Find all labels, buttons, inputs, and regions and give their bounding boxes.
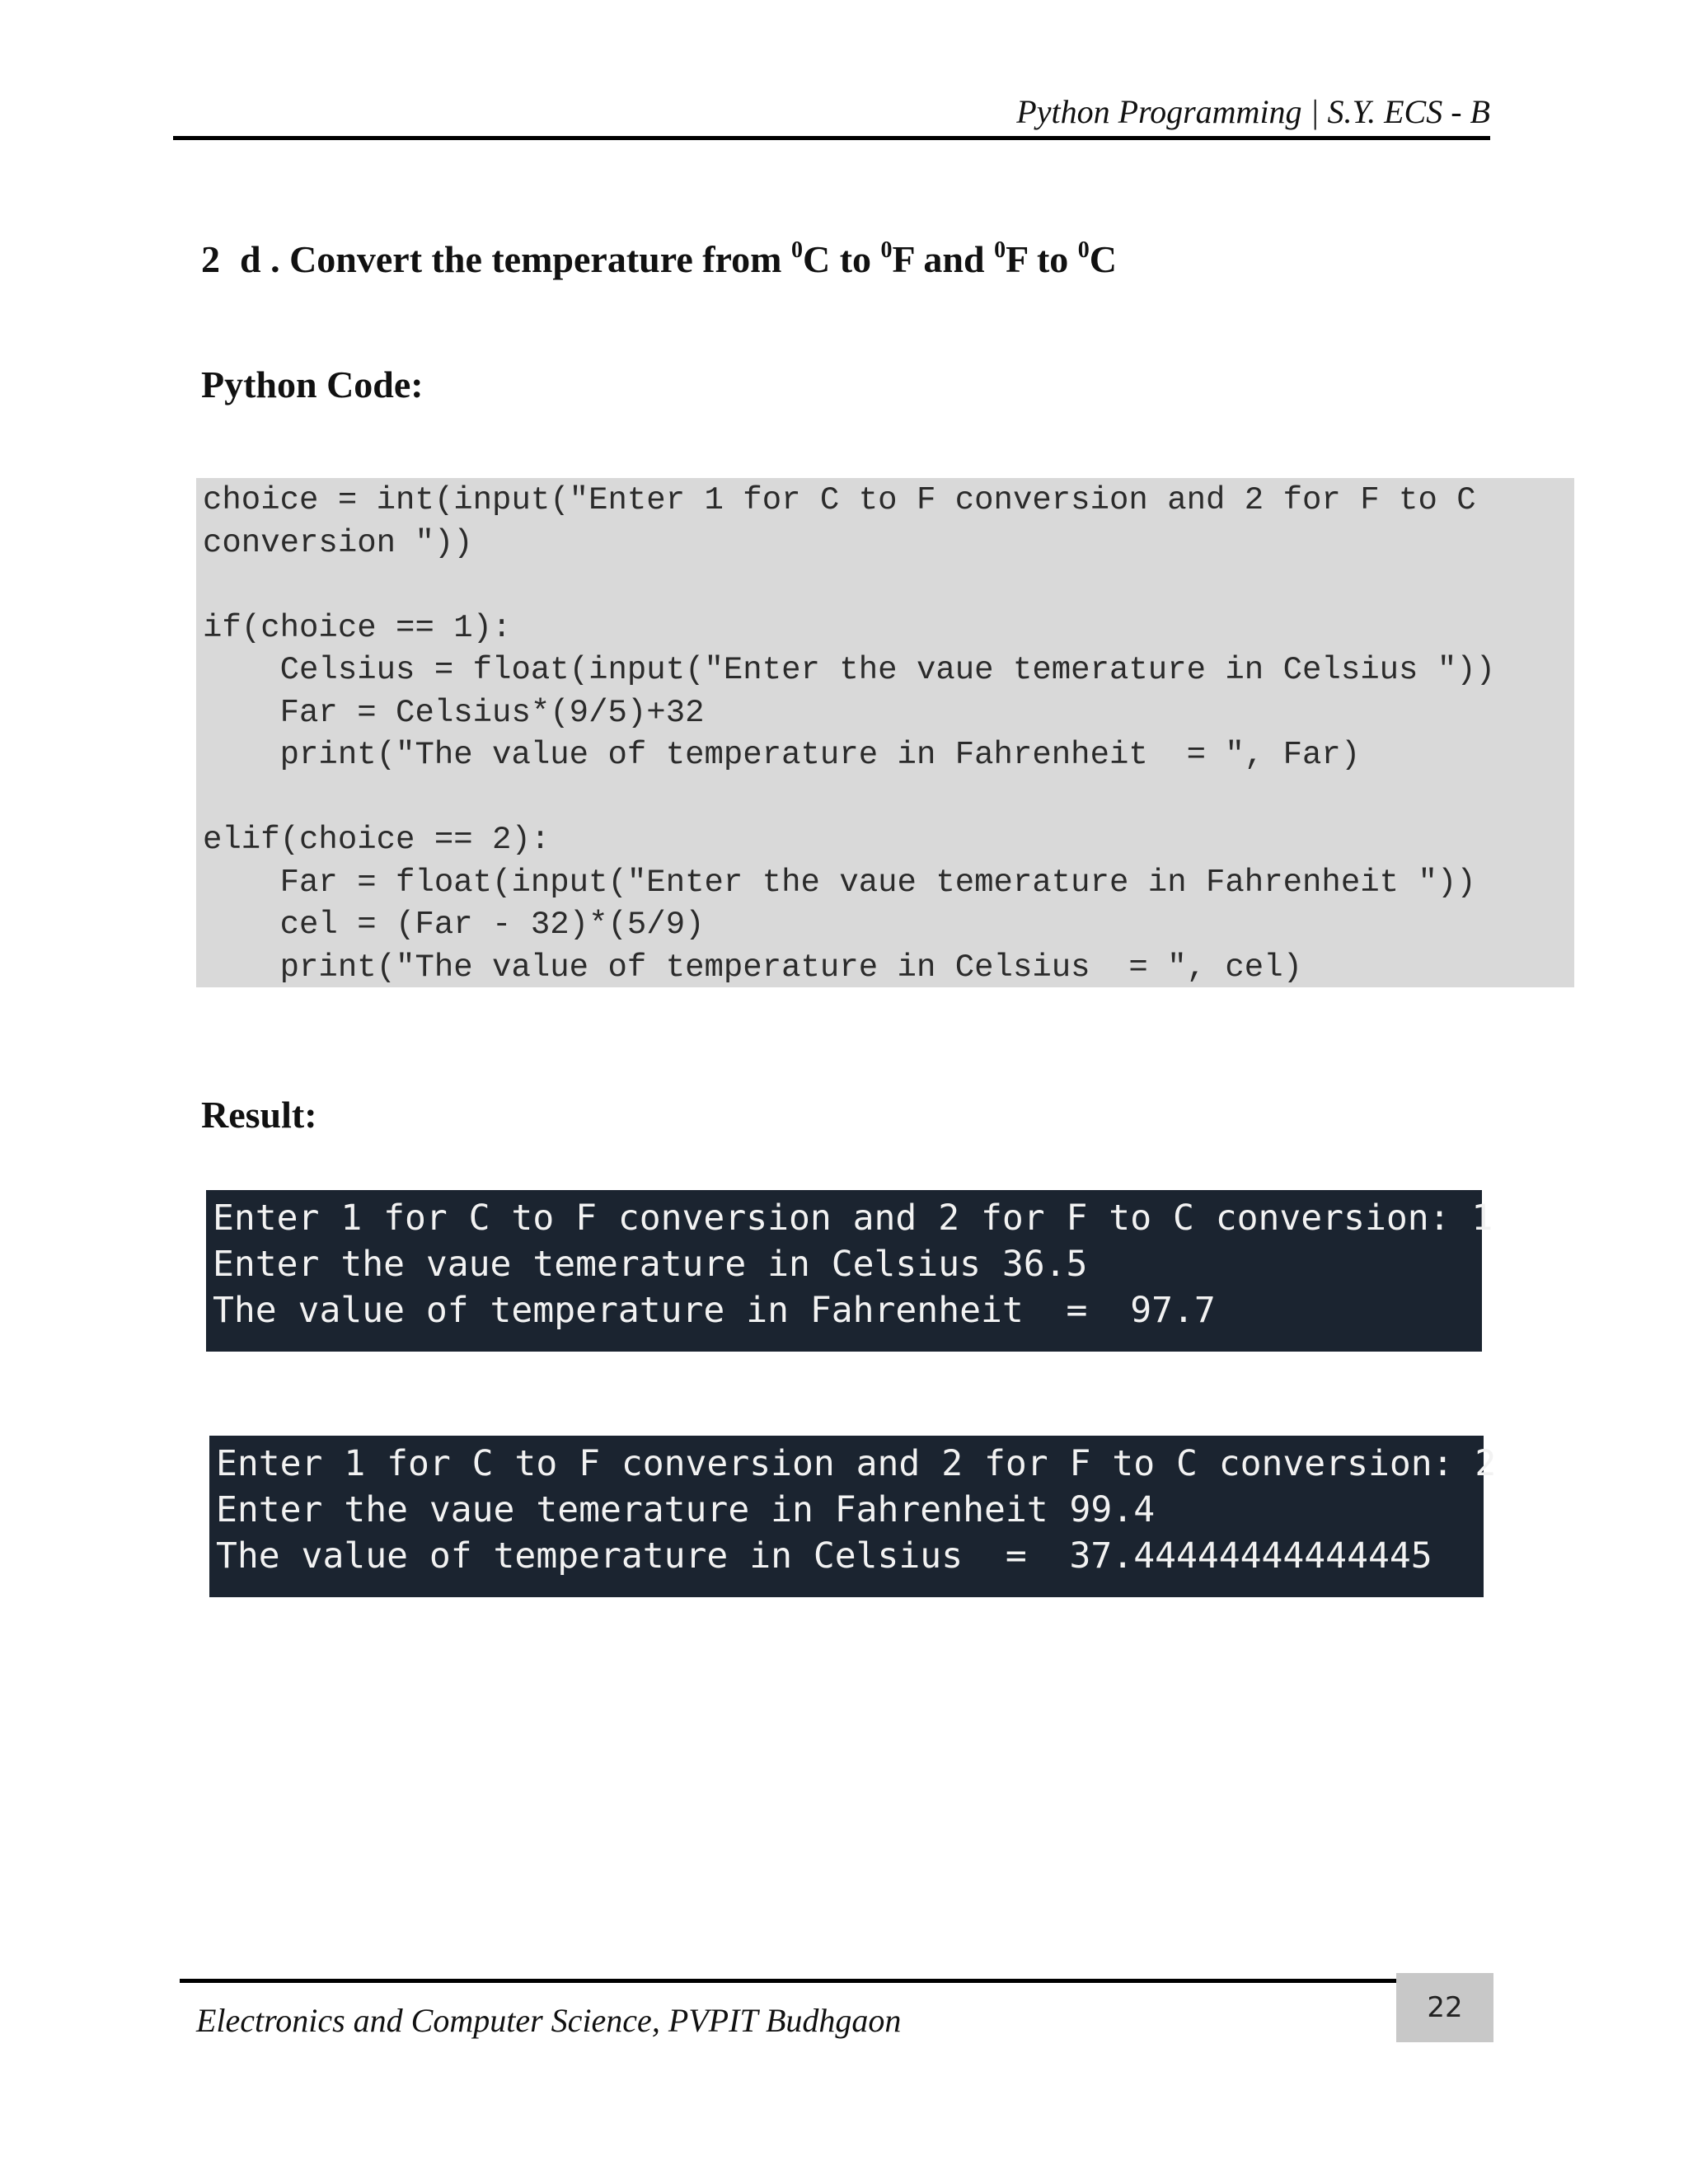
- degree-superscript: 0: [880, 237, 893, 263]
- code-line: Far = float(input("Enter the vaue temerature in Fahrenheit ")): [203, 864, 1476, 901]
- code-line: choice = int(input("Enter 1 for C to F conversion and 2 for F to C: [203, 482, 1476, 518]
- code-line: print("The value of temperature in Fahrenheit = ", Far): [203, 737, 1361, 773]
- code-block: [196, 478, 1574, 987]
- console-line: Enter 1 for C to F conversion and 2 for F to C conversion: 1: [213, 1197, 1493, 1239]
- console-line: Enter the vaue temerature in Celsius 36.5: [213, 1244, 1088, 1285]
- code-line: print("The value of temperature in Celsius = ", cel): [203, 949, 1303, 986]
- header-rule: [173, 136, 1490, 140]
- console-output-2: [209, 1436, 1497, 1597]
- section-number: 2: [201, 238, 220, 280]
- code-line: conversion ")): [203, 524, 473, 561]
- code-heading: Python Code:: [201, 363, 424, 405]
- code-line: if(choice == 1):: [203, 609, 512, 646]
- title-part: d . Convert the temperature from: [240, 238, 791, 280]
- code-line: [203, 777, 1574, 820]
- degree-superscript: 0: [994, 237, 1006, 263]
- console-line: Enter the vaue temerature in Fahrenheit 99.4: [216, 1489, 1156, 1530]
- console-output-1: [206, 1190, 1493, 1352]
- console-line: Enter 1 for C to F conversion and 2 for F to C conversion: 2: [216, 1443, 1497, 1484]
- console-line: The value of temperature in Fahrenheit = 97.7: [213, 1290, 1216, 1331]
- running-header: Python Programming | S.Y. ECS - B: [1016, 93, 1490, 130]
- result-heading: Result:: [201, 1094, 317, 1136]
- degree-superscript: 0: [1077, 237, 1090, 263]
- page-number-box: [1396, 1973, 1493, 2042]
- code-line: Celsius = float(input("Enter the vaue temerature in Celsius ")): [203, 652, 1496, 688]
- title-part: F and: [892, 238, 995, 280]
- footer-text: Electronics and Computer Science, PVPIT Budhgaon: [196, 2002, 902, 2039]
- code-line: [203, 565, 1574, 607]
- footer-rule: [180, 1979, 1485, 1983]
- console-line: The value of temperature in Celsius = 37.44444444444445: [216, 1535, 1432, 1577]
- code-line: Far = Celsius*(9/5)+32: [203, 694, 705, 731]
- title-part: F to: [1006, 238, 1078, 280]
- code-line: cel = (Far - 32)*(5/9): [203, 907, 705, 943]
- code-line: elif(choice == 2):: [203, 822, 551, 858]
- degree-superscript: 0: [790, 237, 803, 263]
- title-part: C: [1089, 238, 1118, 280]
- page-number: 22: [1427, 1991, 1463, 2024]
- section-title: [201, 237, 1117, 281]
- title-part: C to: [802, 238, 881, 280]
